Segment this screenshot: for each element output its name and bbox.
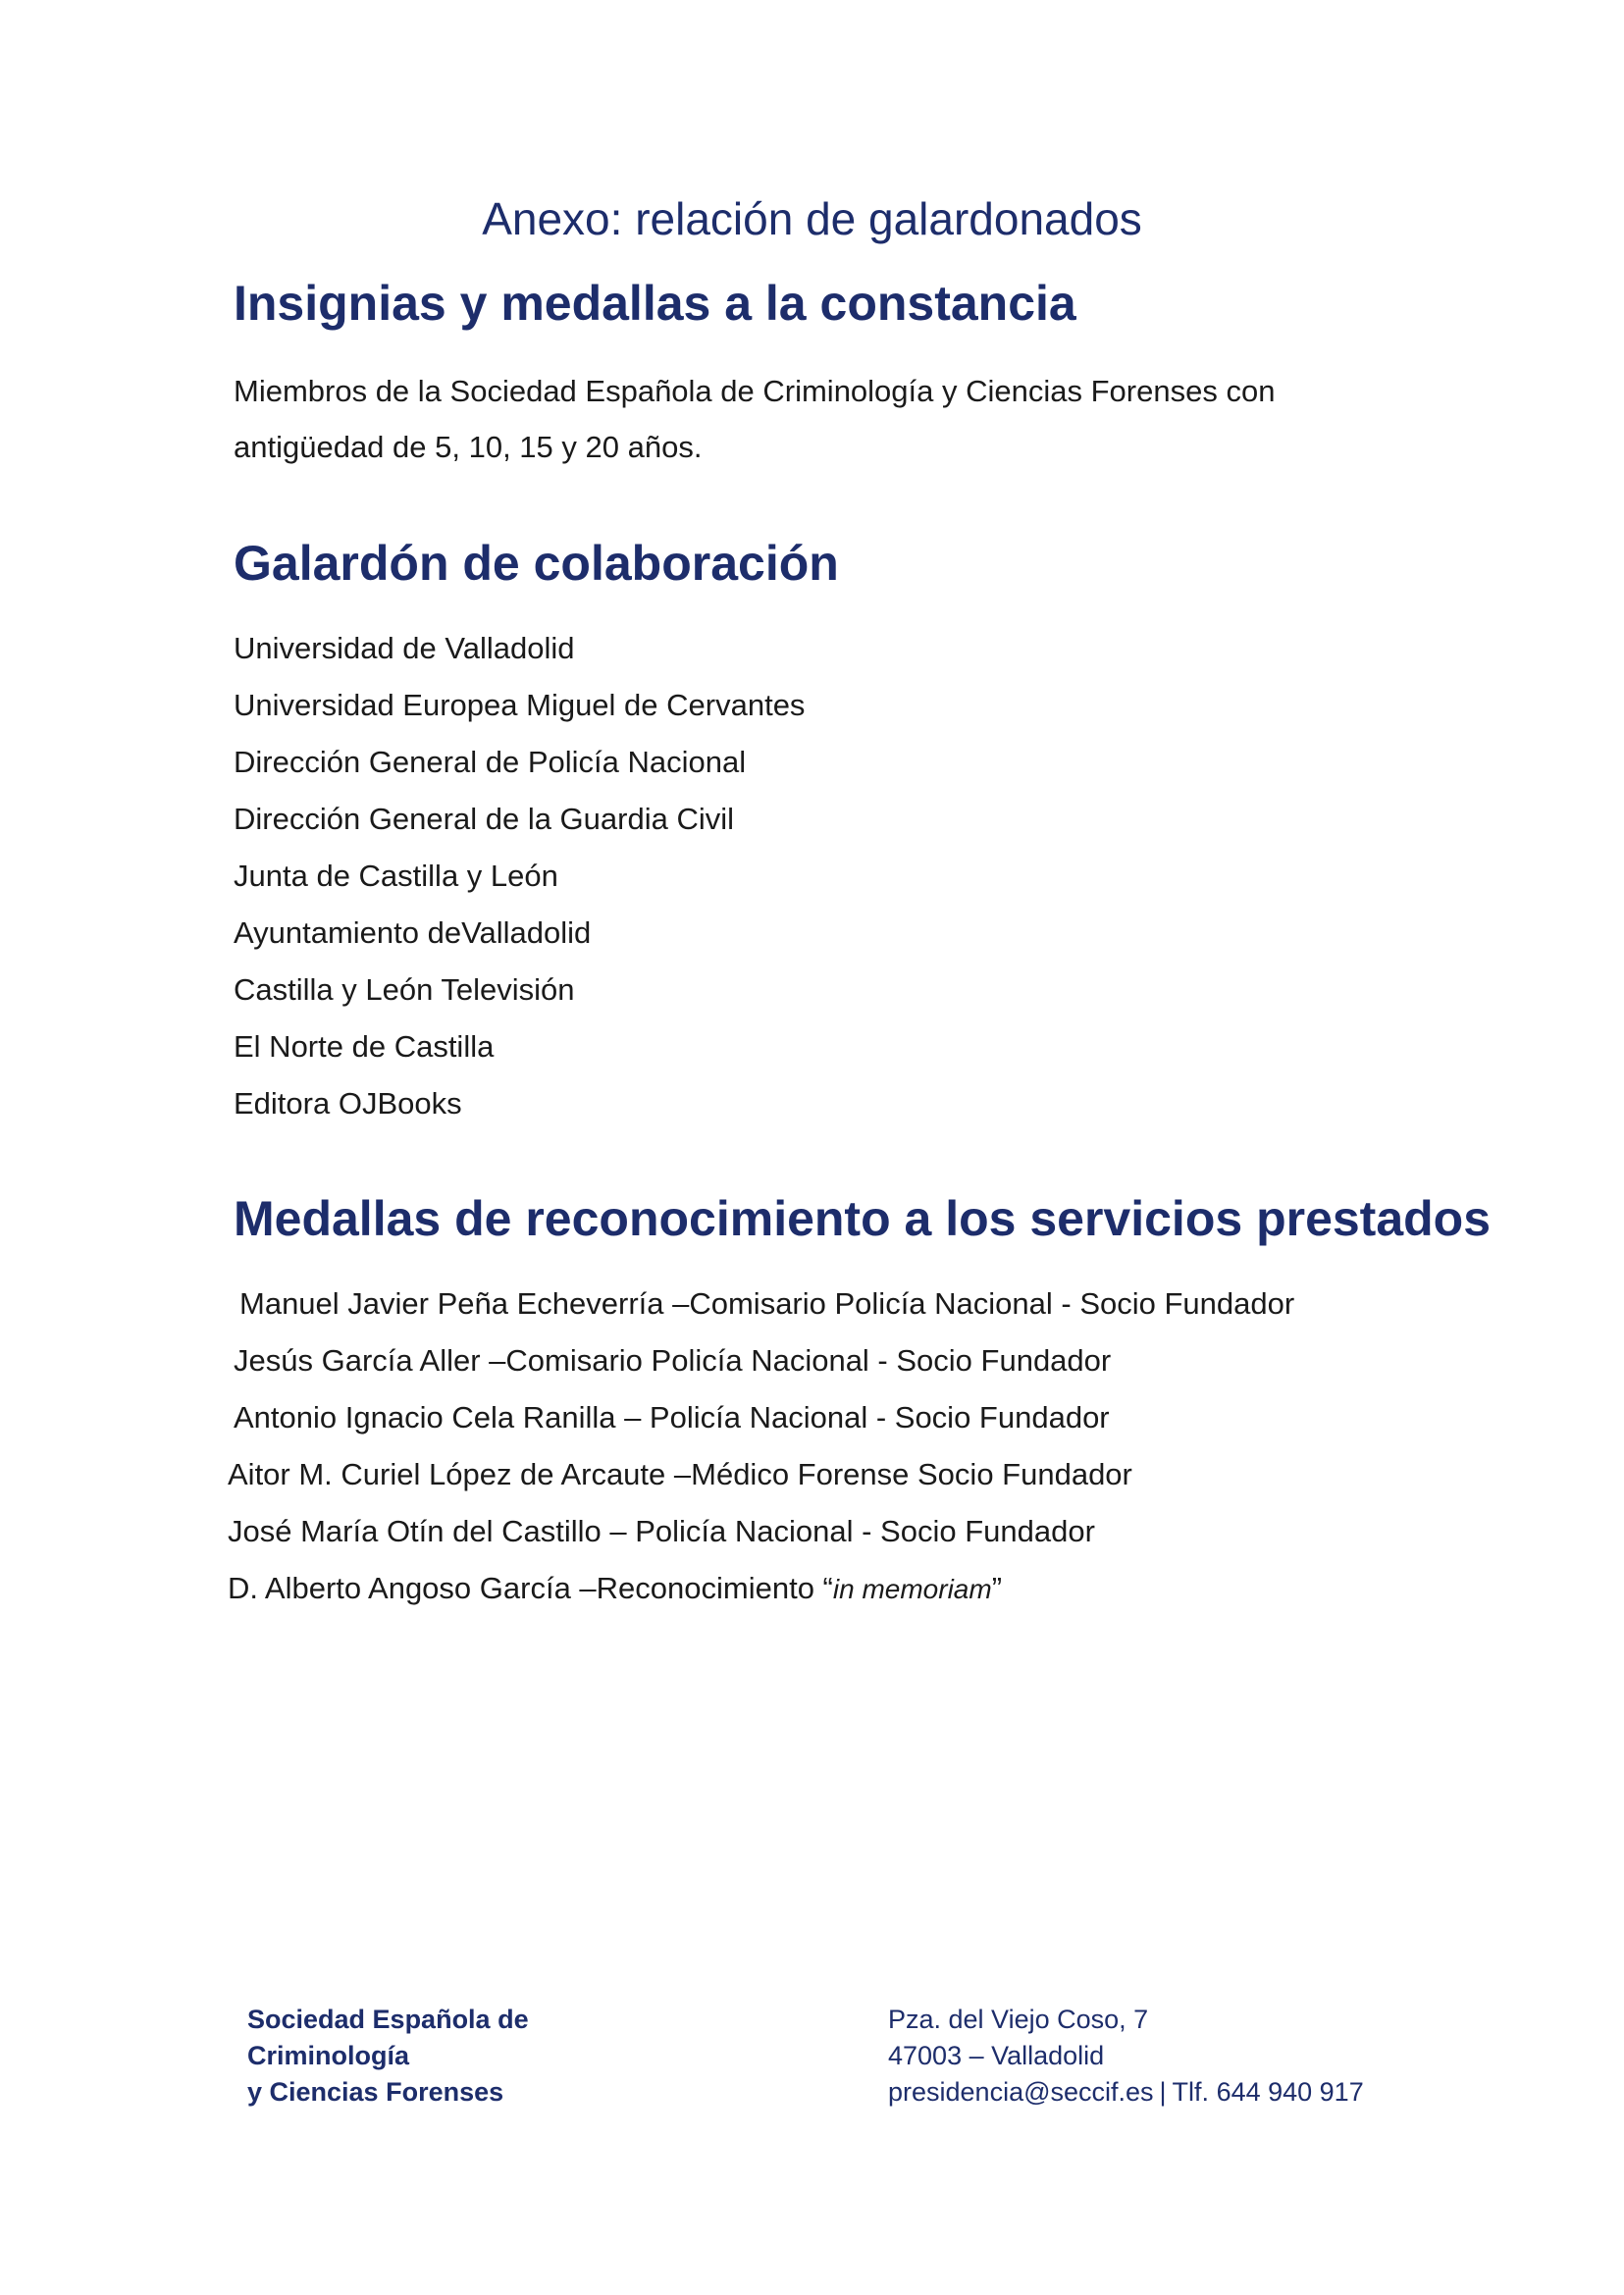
list-item: El Norte de Castilla <box>234 1029 495 1064</box>
list-item: Manuel Javier Peña Echeverría –Comisario Policía Nacional - Socio Fundador <box>239 1286 1295 1321</box>
annex-title: Anexo: relación de galardonados <box>482 193 1142 244</box>
list-item: José María Otín del Castillo – Policía Nacional - Socio Fundador <box>228 1514 1095 1548</box>
footer-phone-label: Tlf. <box>1172 2077 1210 2107</box>
insignias-text-line2: antigüedad de 5, 10, 15 y 20 años. <box>234 430 703 464</box>
memoriam-italic: in memoriam <box>832 1574 992 1604</box>
list-item: Castilla y León Televisión <box>234 972 575 1007</box>
colaboracion-list <box>234 620 805 1132</box>
memoriam-prefix: D. Alberto Angoso García –Reconocimiento “ <box>228 1571 833 1605</box>
footer-org-line1: Sociedad Española de <box>247 2005 529 2034</box>
footer-org-line2: Criminología <box>247 2041 410 2070</box>
list-item: Aitor M. Curiel López de Arcaute –Médico Forense Socio Fundador <box>228 1457 1132 1491</box>
section-title-insignias: Insignias y medallas a la constancia <box>234 276 1076 331</box>
list-item-memoriam <box>228 1560 1294 1617</box>
footer-postal-code: 47003 – <box>888 2041 984 2070</box>
list-item: Editora OJBooks <box>234 1086 462 1121</box>
list-item: Junta de Castilla y León <box>234 859 558 893</box>
list-item: Jesús García Aller –Comisario Policía Nacional - Socio Fundador <box>234 1343 1112 1378</box>
memoriam-suffix: ” <box>991 1571 1003 1605</box>
footer-address: Pza. del Viejo Coso, 7 <box>888 2005 1149 2034</box>
insignias-text-line1: Miembros de la Sociedad Española de Criminología y Ciencias Forenses con <box>234 374 1276 408</box>
list-item: Antonio Ignacio Cela Ranilla – Policía Nacional - Socio Fundador <box>234 1400 1110 1434</box>
list-item: Dirección General de Policía Nacional <box>234 745 747 779</box>
reconocimiento-list <box>228 1276 1294 1617</box>
list-item: Universidad de Valladolid <box>234 631 575 665</box>
footer-city-line <box>888 2038 1364 2074</box>
footer-separator: | <box>1159 2077 1167 2107</box>
footer-phone: 644 940 917 <box>1216 2077 1364 2107</box>
list-item: Ayuntamiento deValladolid <box>234 915 592 950</box>
footer-contact-line <box>888 2074 1364 2111</box>
list-item: Universidad Europea Miguel de Cervantes <box>234 688 806 722</box>
section-title-reconocimiento: Medallas de reconocimiento a los servicios prestados <box>234 1191 1492 1246</box>
section-title-colaboracion: Galardón de colaboración <box>234 536 839 591</box>
footer-city: Valladolid <box>983 2041 1105 2070</box>
list-item: Dirección General de la Guardia Civil <box>234 802 735 836</box>
footer-contact <box>888 2002 1364 2111</box>
footer-org-line3: y Ciencias Forenses <box>247 2077 504 2107</box>
footer-email[interactable]: presidencia@seccif.es <box>888 2077 1154 2107</box>
footer-organization <box>247 2002 529 2111</box>
